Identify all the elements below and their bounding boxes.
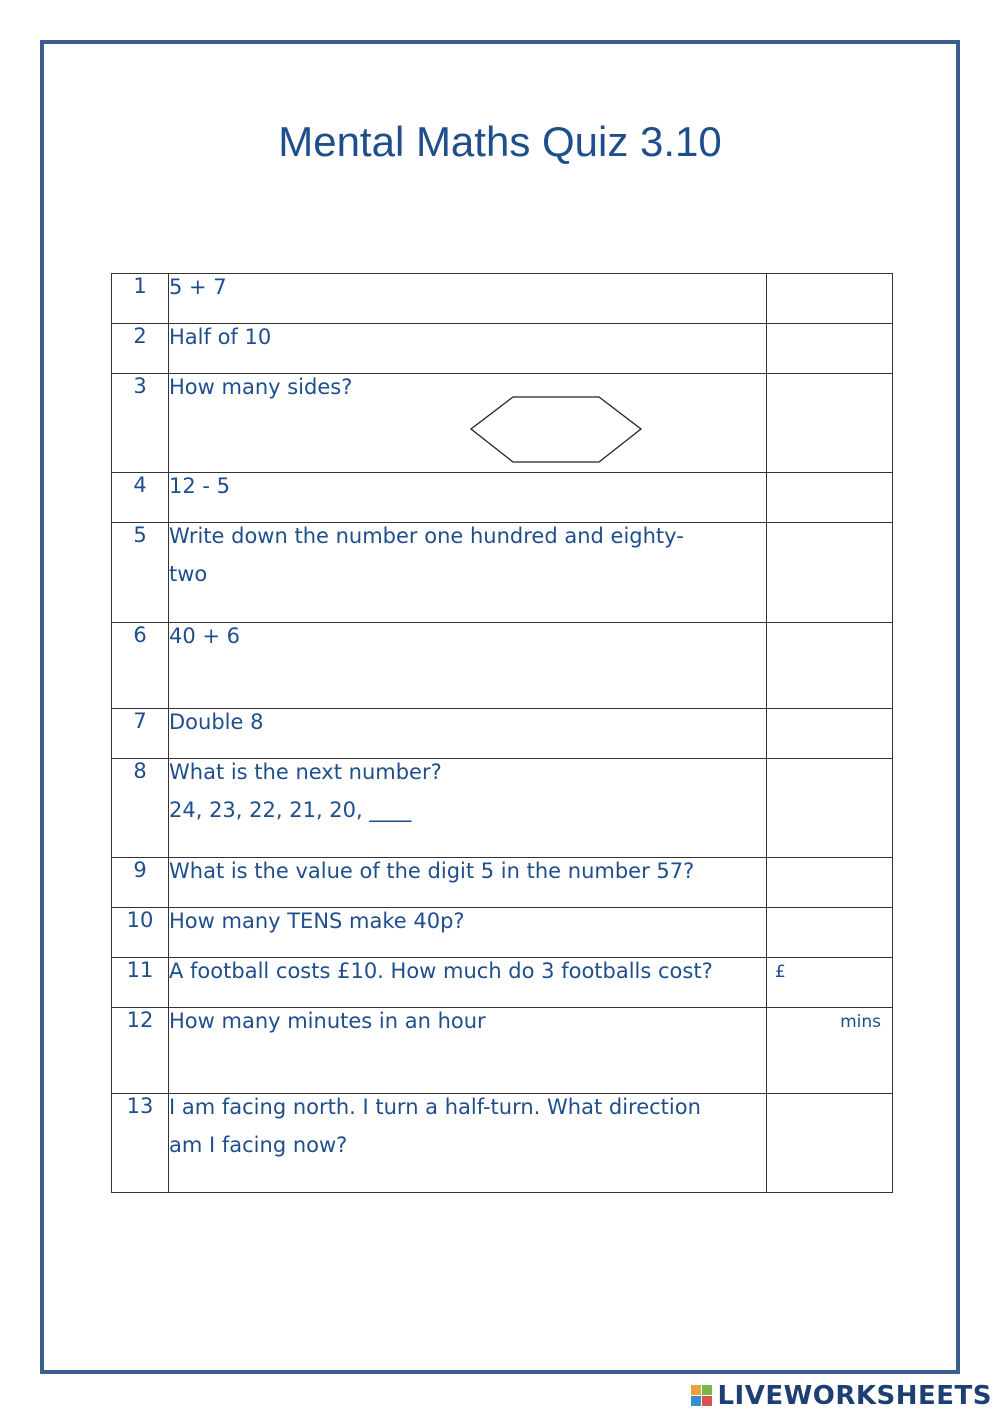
answer-box[interactable] — [767, 523, 893, 623]
question-row — [112, 374, 893, 473]
answer-box[interactable] — [767, 759, 893, 858]
question-line: two — [169, 562, 208, 586]
answer-box[interactable] — [767, 274, 893, 324]
question-line: 5 + 7 — [169, 275, 227, 299]
question-number: 1 — [112, 274, 169, 324]
question-number: 6 — [112, 623, 169, 709]
answer-box[interactable] — [767, 623, 893, 709]
question-row — [112, 623, 893, 709]
question-line: What is the next number? — [169, 760, 442, 784]
question-number: 5 — [112, 523, 169, 623]
question-number: 13 — [112, 1094, 169, 1193]
question-number: 2 — [112, 324, 169, 374]
question-number: 12 — [112, 1008, 169, 1094]
answer-box[interactable] — [767, 374, 893, 473]
question-row — [112, 759, 893, 858]
question-text — [169, 1008, 767, 1094]
question-line: Write down the number one hundred and eighty- — [169, 524, 684, 548]
question-row — [112, 1008, 893, 1094]
question-number: 8 — [112, 759, 169, 858]
answer-box[interactable] — [767, 958, 893, 1008]
question-line: A football costs £10. How much do 3 footballs cost? — [169, 959, 713, 983]
question-line: Double 8 — [169, 710, 264, 734]
answer-box[interactable] — [767, 1008, 893, 1094]
answer-box[interactable] — [767, 709, 893, 759]
question-number: 10 — [112, 908, 169, 958]
answer-box[interactable] — [767, 858, 893, 908]
answer-box[interactable] — [767, 324, 893, 374]
question-number: 9 — [112, 858, 169, 908]
question-line: Half of 10 — [169, 325, 272, 349]
question-text — [169, 523, 767, 623]
answer-suffix: mins — [840, 1012, 881, 1032]
question-number: 7 — [112, 709, 169, 759]
question-text — [169, 1094, 767, 1193]
answer-prefix: £ — [775, 962, 786, 982]
question-text — [169, 759, 767, 858]
logo-icon — [691, 1385, 713, 1407]
question-number: 3 — [112, 374, 169, 473]
question-row — [112, 523, 893, 623]
question-line: How many TENS make 40p? — [169, 909, 465, 933]
question-row — [112, 1094, 893, 1193]
answer-box[interactable] — [767, 908, 893, 958]
question-line: 40 + 6 — [169, 624, 241, 648]
logo-text: LIVEWORKSHEETS — [717, 1381, 992, 1411]
question-line: 12 - 5 — [169, 474, 231, 498]
question-text — [169, 374, 767, 473]
page-title: Mental Maths Quiz 3.10 — [278, 118, 722, 165]
liveworksheets-logo — [691, 1381, 992, 1411]
question-line: am I facing now? — [169, 1133, 348, 1157]
question-number: 4 — [112, 473, 169, 523]
question-text — [169, 623, 767, 709]
quiz-table — [111, 273, 893, 1193]
question-line: What is the value of the digit 5 in the number 57? — [169, 859, 695, 883]
answer-box[interactable] — [767, 473, 893, 523]
answer-box[interactable] — [767, 1094, 893, 1193]
question-line: How many sides? — [169, 375, 353, 399]
question-line: 24, 23, 22, 21, 20, ____ — [169, 798, 412, 822]
question-line: How many minutes in an hour — [169, 1009, 486, 1033]
question-line: I am facing north. I turn a half-turn. What direction — [169, 1095, 701, 1119]
question-number: 11 — [112, 958, 169, 1008]
